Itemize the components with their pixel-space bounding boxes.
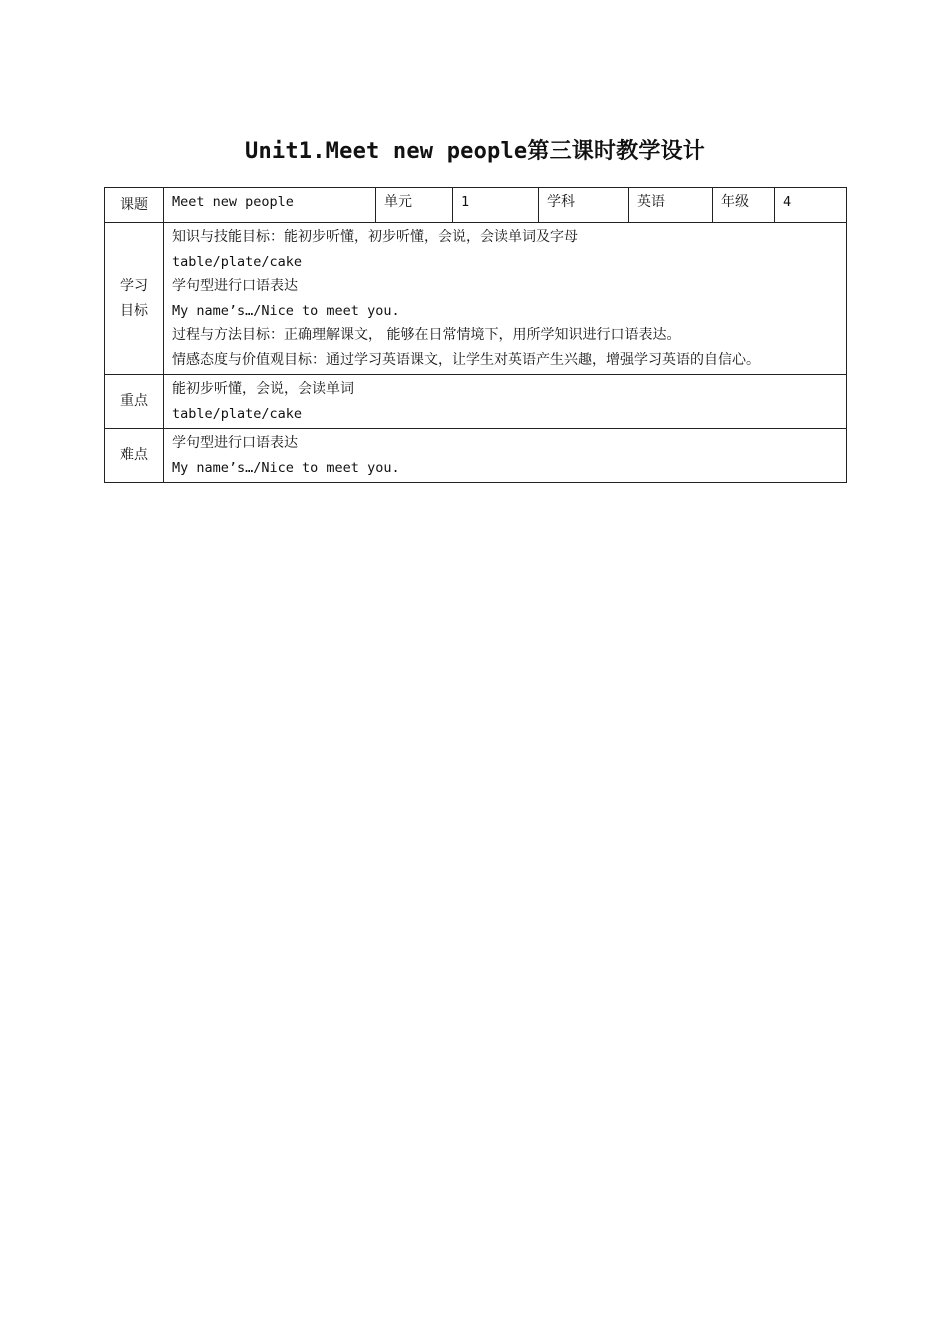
objective-line: My name’s…/Nice to meet you. [172,302,400,319]
subject-value: 英语 [629,188,713,223]
difficulties-label: 难点 [105,429,164,483]
key-point-line: 能初步听懂，会说，会读单词 [172,381,354,397]
objective-line: 学句型进行口语表达 [172,278,298,294]
objectives-label [105,223,164,375]
unit-value: 1 [453,188,539,223]
objectives-label-line: 目标 [120,302,148,319]
objectives-row [105,223,847,375]
grade-label: 年级 [713,188,775,223]
key-points-content [164,375,847,429]
unit-label: 单元 [376,188,453,223]
difficulties-row [105,429,847,483]
objectives-label-line: 学习 [120,278,148,294]
objective-line: 过程与方法目标：正确理解课文， 能够在日常情境下，用所学知识进行口语表达。 [172,327,681,343]
subject-label: 学科 [539,188,629,223]
objective-line: 知识与技能目标：能初步听懂，初步听懂，会说，会读单词及字母 [172,229,578,245]
key-point-line: table/plate/cake [172,405,303,422]
lesson-plan-table [104,187,847,483]
objectives-content [164,223,847,375]
difficulty-line: My name’s…/Nice to meet you. [172,459,400,476]
topic-value: Meet new people [164,188,376,223]
difficulties-content [164,429,847,483]
grade-value: 4 [775,188,847,223]
document-title: Unit1.Meet new people第三课时教学设计 [245,139,705,164]
objective-line: 情感态度与价值观目标：通过学习英语课文，让学生对英语产生兴趣，增强学习英语的自信心。 [172,351,760,368]
objective-line: table/plate/cake [172,253,303,270]
header-row [105,188,847,223]
topic-label: 课题 [105,188,164,223]
difficulty-line: 学句型进行口语表达 [172,435,298,451]
key-points-label: 重点 [105,375,164,429]
key-points-row [105,375,847,429]
